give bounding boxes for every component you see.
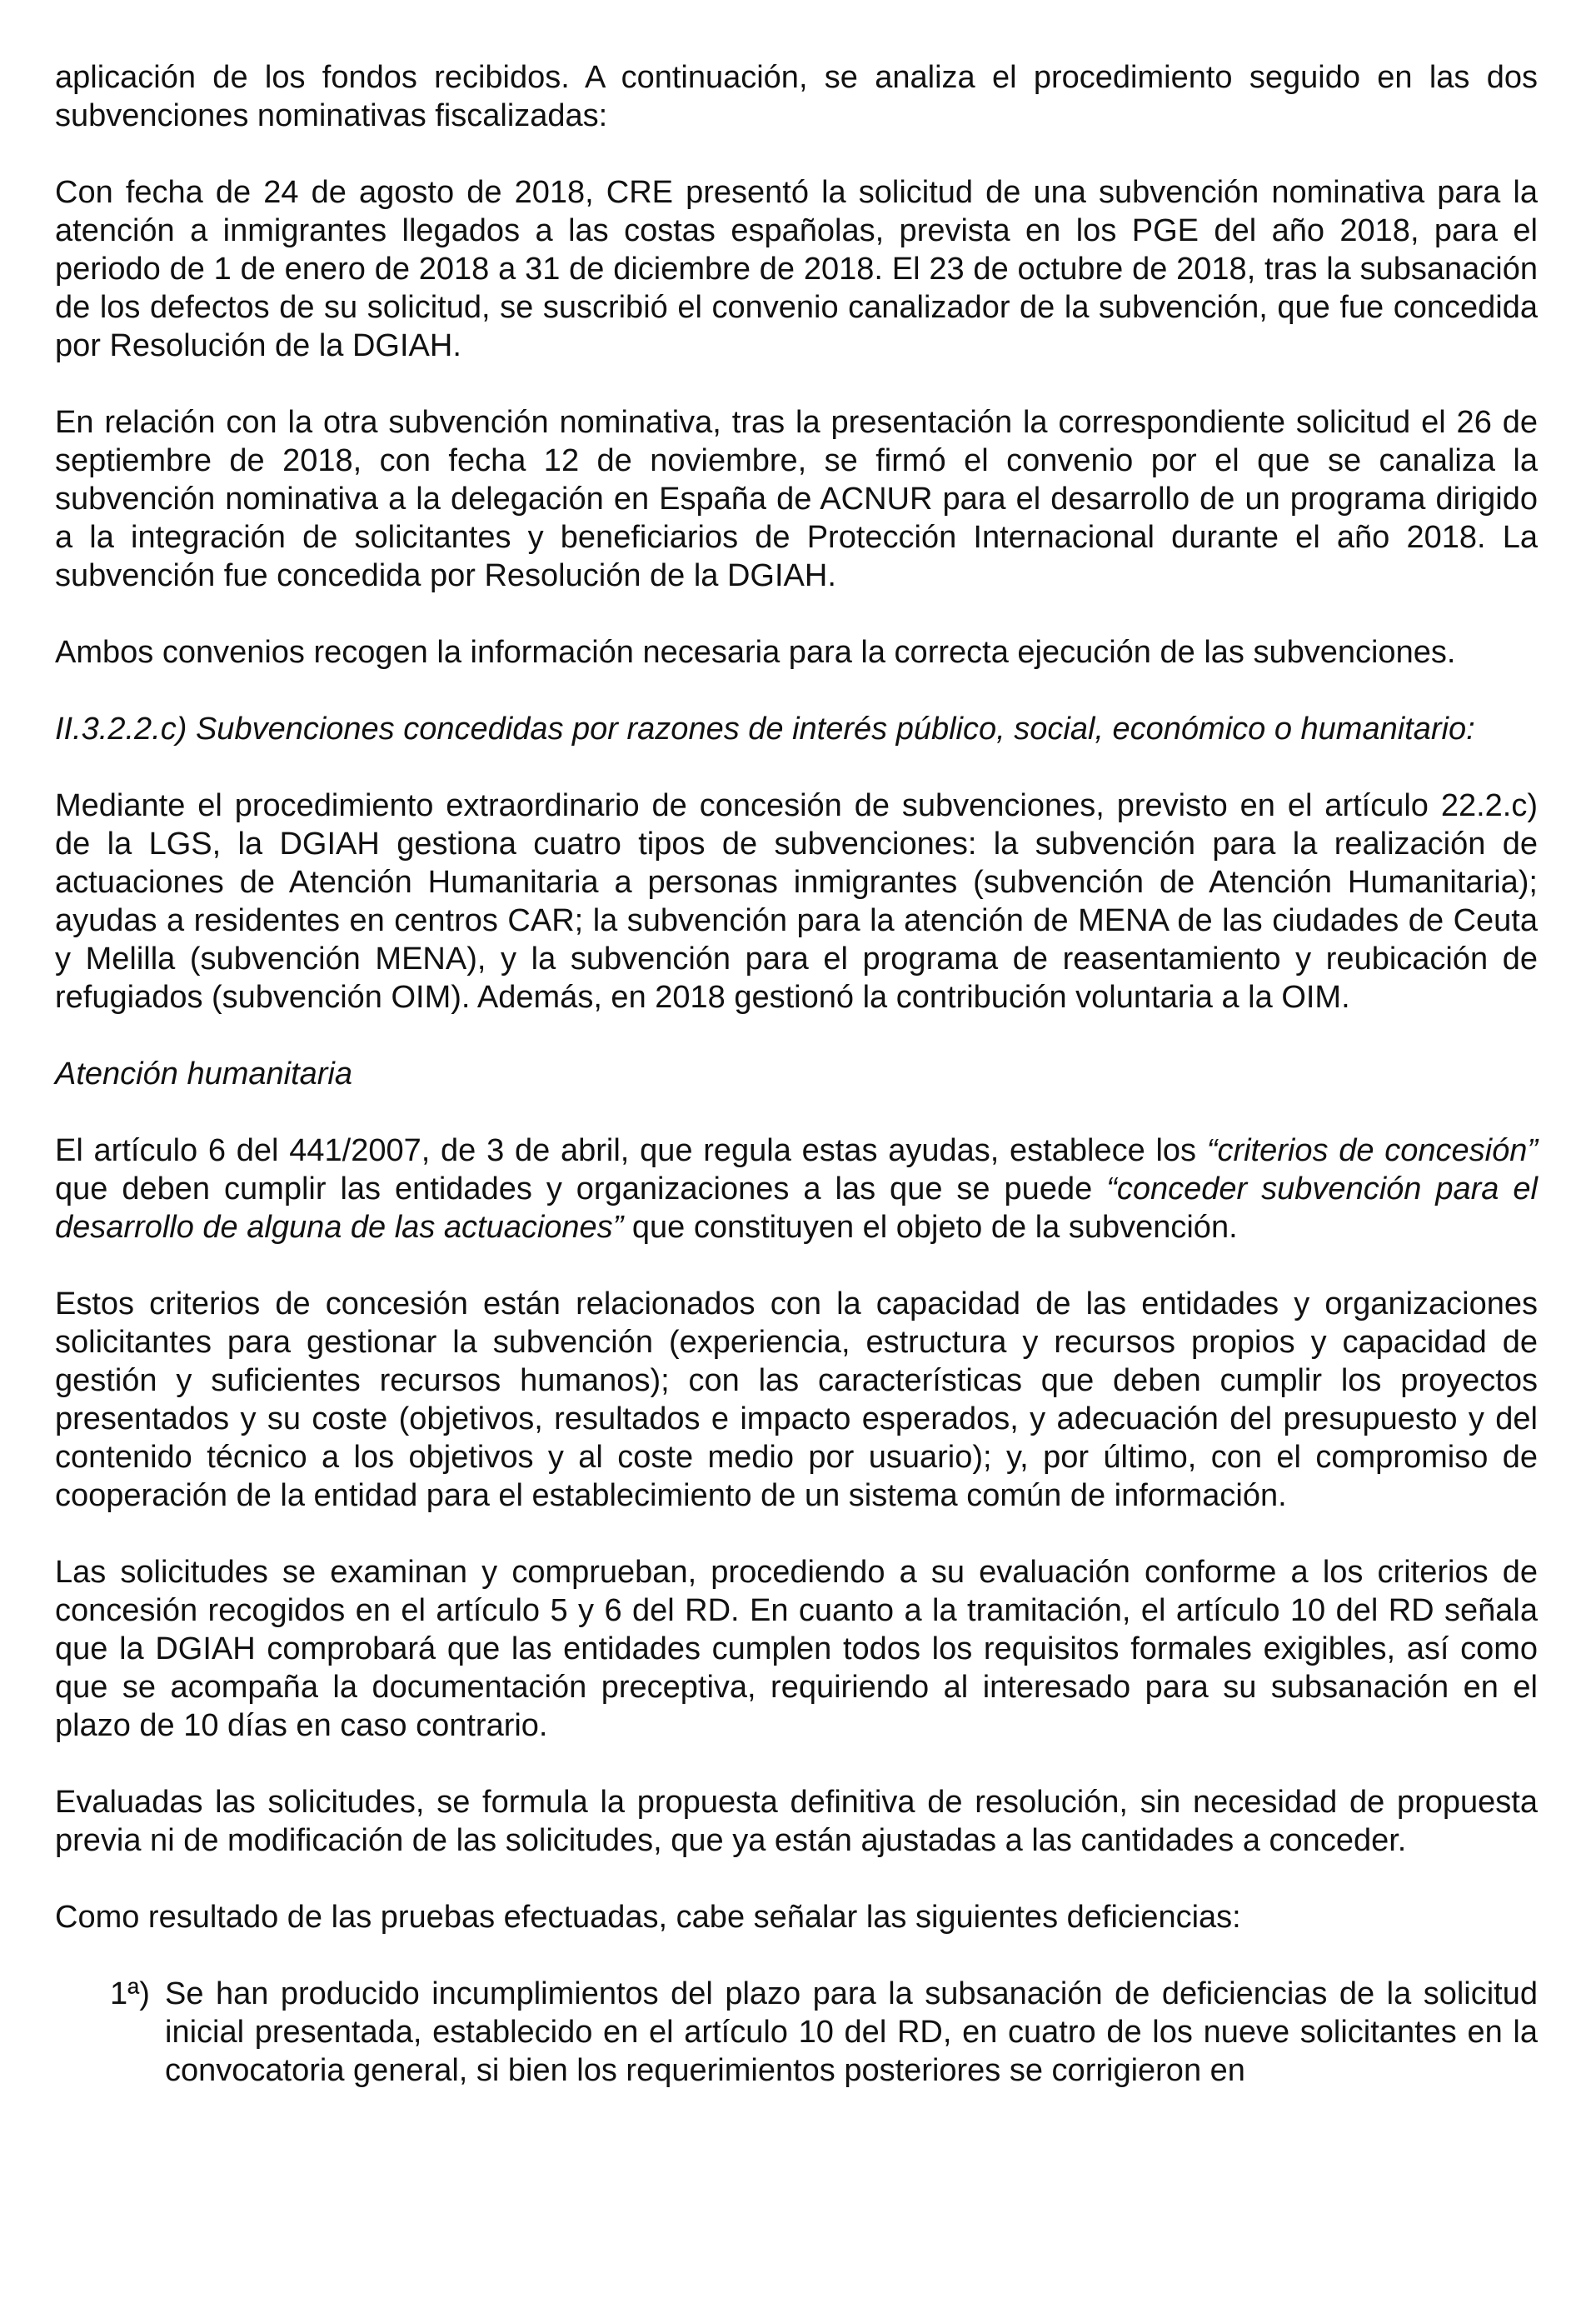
list-item <box>110 1975 1538 2090</box>
paragraph-cre-subvencion: Con fecha de 24 de agosto de 2018, CRE presentó la solicitud de una subvención nominativa para la atención a inmigrantes llegados a las costas españolas, prevista en los PGE del año 2018, para el periodo de 1 de enero de 2018 a 31 de diciembre de 2018. El 23 de octubre de 2018, tras la subsanación de los defectos de su solicitud, se suscribió el convenio canalizador de la subvención, que fue concedida por Resolución de la DGIAH. <box>55 175 1538 363</box>
list-item-number: 1ª) <box>110 1976 150 2011</box>
list-item-text: Se han producido incumplimientos del plazo para la subsanación de deficiencias de la solicitud inicial presentada, establecido en el artículo 10 del RD, en cuatro de los nueve solicitantes en la convocatoria general, si bien los requerimientos posteriores se corrigieron en <box>165 1976 1538 2088</box>
p6-text-3: que constituyen el objeto de la subvención. <box>623 1210 1238 1245</box>
paragraph-articulo-6 <box>55 1132 1538 1246</box>
paragraph-resultado: Como resultado de las pruebas efectuadas, cabe señalar las siguientes deficiencias: <box>55 1900 1241 1935</box>
p6-text-1: El artículo 6 del 441/2007, de 3 de abril, que regula estas ayudas, establece los <box>55 1133 1207 1168</box>
section-heading: II.3.2.2.c) Subvenciones concedidas por razones de interés público, social, económico o humanitario: <box>55 712 1475 747</box>
paragraph-ambos-convenios: Ambos convenios recogen la información necesaria para la correcta ejecución de las subvenciones. <box>55 635 1456 670</box>
paragraph-evaluadas: Evaluadas las solicitudes, se formula la propuesta definitiva de resolución, sin necesidad de propuesta previa ni de modificación de las solicitudes, que ya están ajustadas a las cantidades a conceder. <box>55 1785 1538 1858</box>
paragraph-solicitudes: Las solicitudes se examinan y comprueban, procediendo a su evaluación conforme a los criterios de concesión recogidos en el artículo 5 y 6 del RD. En cuanto a la tramitación, el artículo 10 del RD señala que la DGIAH comprobará que las entidades cumplen todos los requisitos formales exigibles, así como que se acompaña la documentación preceptiva, requiriendo al interesado para su subsanación en el plazo de 10 días en caso contrario. <box>55 1555 1538 1743</box>
paragraph-criterios-concesion: Estos criterios de concesión están relacionados con la capacidad de las entidades y organizaciones solicitantes para gestionar la subvención (experiencia, estructura y recursos propios y capacidad de gestión y suficientes recursos humanos); con las características que deben cumplir los proyectos presentados y su coste (objetivos, resultados e impacto esperados, y adecuación del presupuesto y del contenido técnico a los objetivos y al coste medio por usuario); y, por último, con el compromiso de cooperación de la entidad para el establecimiento de un sistema común de información. <box>55 1286 1538 1513</box>
p6-quote-conceder: “conceder subvención para el desarrollo de alguna de las actuaciones” <box>55 1171 1538 1245</box>
p6-text-2: que deben cumplir las entidades y organizaciones a las que se puede <box>55 1171 1107 1206</box>
paragraph-procedimiento-extraordinario: Mediante el procedimiento extraordinario de concesión de subvenciones, previsto en el artículo 22.2.c) de la LGS, la DGIAH gestiona cuatro tipos de subvenciones: la subvención para la realización de actuaciones de Atención Humanitaria a personas inmigrantes (subvención de Atención Humanitaria); ayudas a residentes en centros CAR; la subvención para la atención de MENA de las ciudades de Ceuta y Melilla (subvención MENA), y la subvención para el programa de reasentamiento y reubicación de refugiados (subvención OIM). Además, en 2018 gestionó la contribución voluntaria a la OIM. <box>55 788 1538 1015</box>
paragraph-acnur-subvencion: En relación con la otra subvención nominativa, tras la presentación la correspondiente solicitud el 26 de septiembre de 2018, con fecha 12 de noviembre, se firmó el convenio por el que se canaliza la subvención nominativa a la delegación en España de ACNUR para el desarrollo de un programa dirigido a la integración de solicitantes y beneficiarios de Protección Internacional durante el año 2018. La subvención fue concedida por Resolución de la DGIAH. <box>55 405 1538 593</box>
subheading-atencion-humanitaria: Atención humanitaria <box>55 1057 352 1092</box>
document-page <box>55 58 1538 2090</box>
paragraph-intro: aplicación de los fondos recibidos. A continuación, se analiza el procedimiento seguido en las dos subvenciones nominativas fiscalizadas: <box>55 60 1538 133</box>
p6-quote-criterios: “criterios de concesión” <box>1206 1133 1539 1168</box>
